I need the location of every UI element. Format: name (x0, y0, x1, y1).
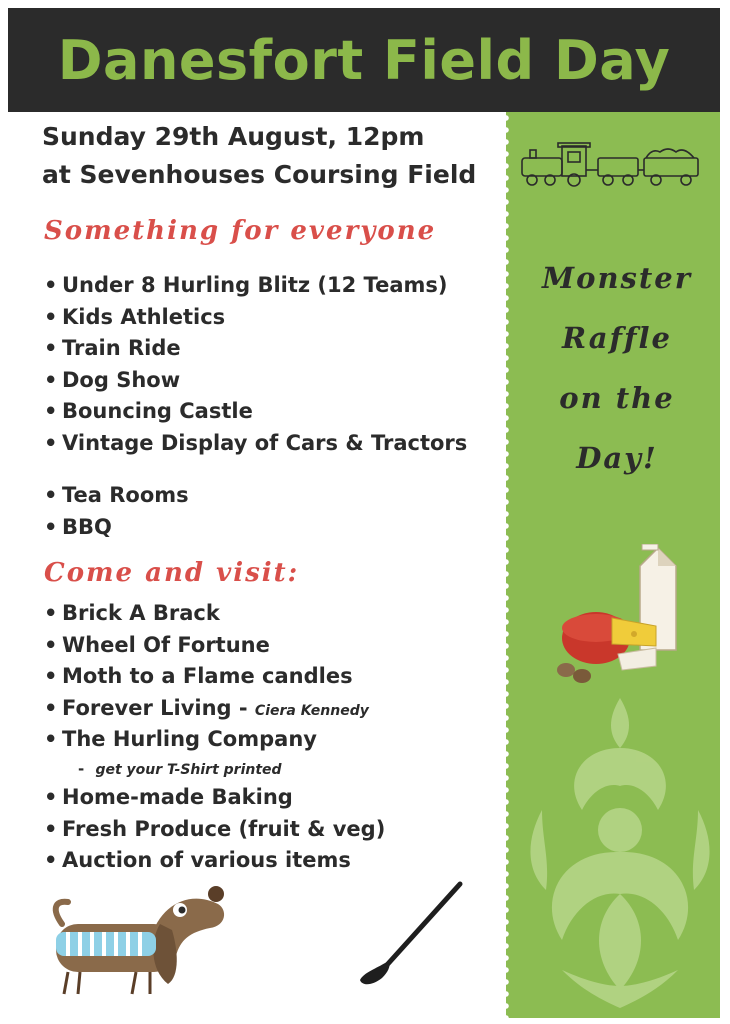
list-item: • Bouncing Castle (44, 396, 467, 428)
list-item: • BBQ (44, 512, 189, 544)
event-date: Sunday 29th August, 12pm (42, 122, 425, 151)
raffle-notice (522, 248, 712, 488)
section-heading-everyone: Something for everyone (44, 216, 437, 246)
tshirt-note: get your T-Shirt printed (95, 762, 282, 778)
section-heading-visit: Come and visit: (44, 558, 300, 588)
hurley-icon (350, 876, 470, 992)
list-item: • The Hurling Company (44, 724, 369, 756)
food-list (44, 480, 189, 543)
list-item: • Tea Rooms (44, 480, 189, 512)
list-item: • Fresh Produce (fruit & veg) (44, 814, 385, 846)
list-item: • Kids Athletics (44, 302, 467, 334)
raffle-line: Monster (542, 261, 692, 295)
list-item: • Vintage Display of Cars & Tractors (44, 428, 467, 460)
raffle-line: on the (559, 381, 675, 415)
list-item: • Dog Show (44, 365, 467, 397)
hurling-company-subnote: - get your T-Shirt printed (78, 760, 282, 778)
visit-list-2 (44, 782, 385, 877)
visit-list (44, 598, 369, 756)
list-item: • Moth to a Flame candles (44, 661, 369, 693)
raffle-line: Day! (576, 441, 658, 475)
title-banner (8, 8, 720, 112)
cheese-icon (552, 604, 662, 688)
dotted-edge (500, 112, 512, 1018)
list-item: • Wheel Of Fortune (44, 630, 369, 662)
list-item: • Under 8 Hurling Blitz (12 Teams) (44, 270, 467, 302)
dog-icon (40, 880, 236, 1004)
page-title: Danesfort Field Day (57, 28, 671, 92)
list-item: • Auction of various items (44, 845, 385, 877)
event-venue: at Sevenhouses Coursing Field (42, 160, 477, 189)
list-item: • Brick A Brack (44, 598, 369, 630)
list-item: • Train Ride (44, 333, 467, 365)
raffle-line: Raffle (562, 321, 672, 355)
everyone-list (44, 270, 467, 459)
forever-living-note: Ciera Kennedy (254, 702, 369, 719)
list-item: • Forever Living - Ciera Kennedy (44, 693, 369, 725)
forever-living-label: Forever Living (62, 695, 232, 720)
list-item: • Home-made Baking (44, 782, 385, 814)
train-icon (518, 140, 704, 188)
damask-ornament (522, 690, 718, 1016)
